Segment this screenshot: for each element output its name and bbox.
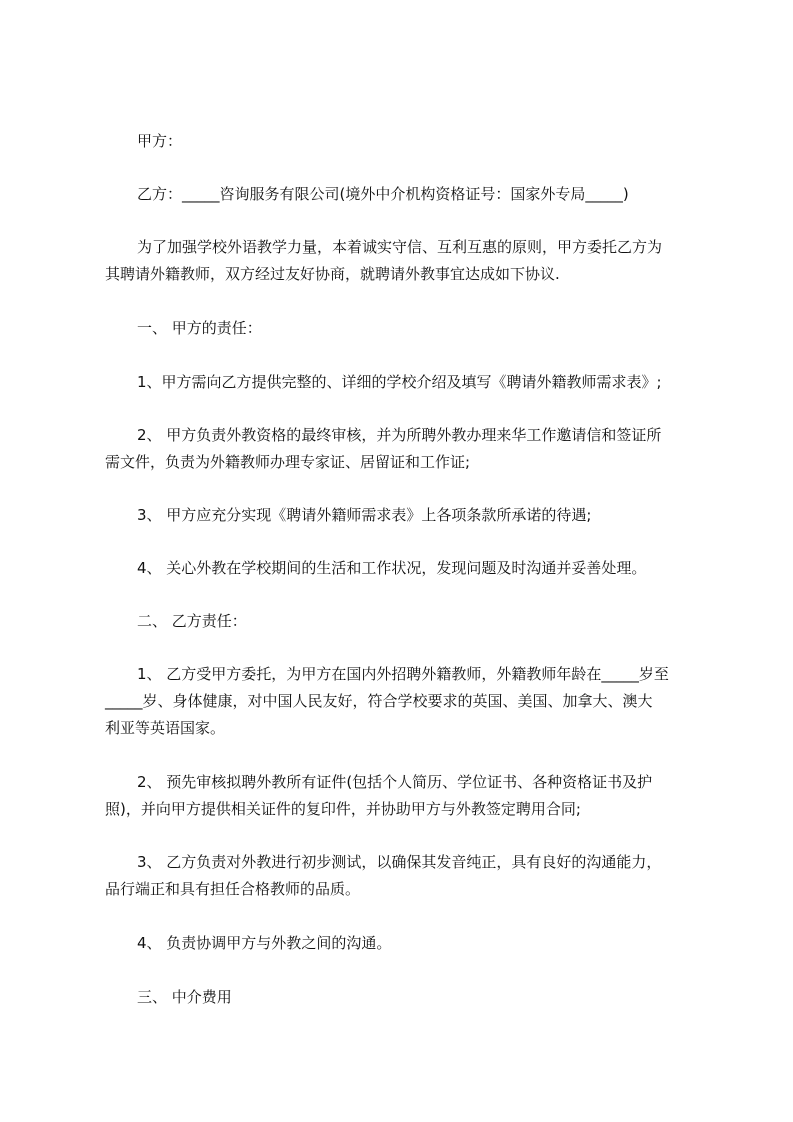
section-1-item-4: 4、 关心外教在学校期间的生活和工作状况，发现问题及时沟通并妥善处理。	[137, 559, 647, 577]
section-2-item-2-line-2: 照)，并向甲方提供相关证件的复印件，并协助甲方与外教签定聘用合同;	[105, 800, 581, 818]
section-2-item-1-line-1: 1、 乙方受甲方委托，为甲方在国内外招聘外籍教师，外籍教师年龄在_____岁至	[137, 665, 669, 683]
section-2-item-3-line-1: 3、 乙方负责对外教进行初步测试，以确保其发音纯正，具有良好的沟通能力，	[137, 853, 662, 871]
section-2-item-1-line-3: 利亚等英语国家。	[105, 719, 226, 737]
section-2-item-3-line-2: 品行端正和具有担任合格教师的品质。	[105, 880, 361, 898]
intro-line-1: 为了加强学校外语教学力量，本着诚实守信、互利互惠的原则，甲方委托乙方为	[137, 238, 663, 256]
section-1-item-2-line-2: 需文件，负责为外籍教师办理专家证、居留证和工作证;	[105, 453, 471, 471]
party-a-line: 甲方：	[137, 132, 183, 150]
section-2-heading: 二、 乙方责任：	[137, 612, 247, 630]
section-1-heading: 一、 甲方的责任：	[137, 319, 262, 337]
section-2-item-2-line-1: 2、 预先审核拟聘外教所有证件(包括个人简历、学位证书、各种资格证书及护	[137, 773, 653, 791]
section-1-item-2-line-1: 2、 甲方负责外教资格的最终审核，并为所聘外教办理来华工作邀请信和签证所	[137, 426, 662, 444]
section-1-item-1: 1、甲方需向乙方提供完整的、详细的学校介绍及填写《聘请外籍教师需求表》;	[137, 373, 662, 391]
intro-line-2: 其聘请外籍教师，双方经过友好协商，就聘请外教事宜达成如下协议.	[105, 265, 560, 283]
party-b-line: 乙方：_____咨询服务有限公司(境外中介机构资格证号：国家外专局_____)	[137, 185, 629, 203]
section-3-heading: 三、 中介费用	[137, 988, 232, 1006]
section-2-item-4: 4、 负责协调甲方与外教之间的沟通。	[137, 934, 392, 952]
section-2-item-1-line-2: _____岁、身体健康，对中国人民友好，符合学校要求的英国、美国、加拿大、澳大	[105, 692, 653, 710]
section-1-item-3: 3、 甲方应充分实现《聘请外籍师需求表》上各项条款所承诺的待遇;	[137, 506, 592, 524]
